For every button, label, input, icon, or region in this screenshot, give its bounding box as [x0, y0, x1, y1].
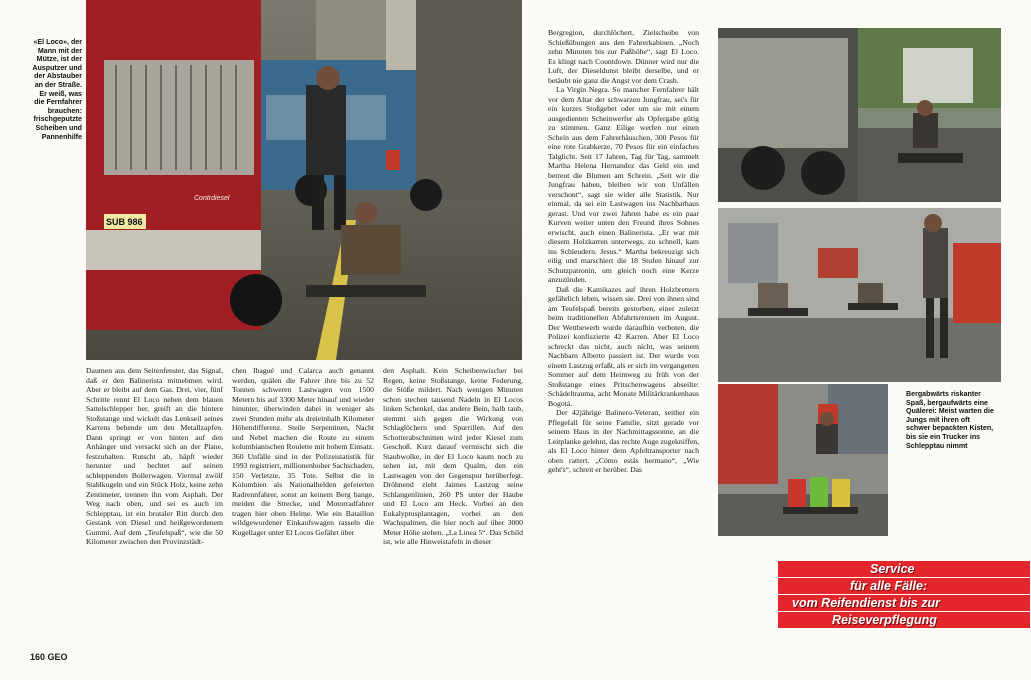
service-banner-line-2: für alle Fälle:	[778, 578, 1030, 594]
license-plate-text: SUB 986	[106, 217, 143, 227]
service-banner-line-4: Reiseverpflegung	[778, 612, 1030, 628]
photo-boy-on-cart	[718, 28, 1001, 202]
right-photo-bottom	[718, 384, 888, 536]
text-column-3	[383, 366, 523, 547]
paragraph: den Asphalt. Kein Scheibenwischer bei Regen, keine Stoßstange, keine Federung, die Stöße mildert. Nach wenigen Minuten schon stechen tausend Nadeln in El Locos linken Schenkel, das andere Bein, halb taub, stemmt sich gegen die Wirkung von Schlaglöchern und Spurrillen. Auf den Schotterabschnitten wird jeder Kiesel zum Geschoß. Kurz darauf vermischt sich die Staubwolke, in der El Loco kaum noch zu sehen ist, mit dem Qualm, den ein Lastwagen von der Gegenspur herüberfegt. Dröhnend zieht Jaimes Lastzug seine Schlangenlinien, 260 PS unter der Haube und El Loco am Heck. Vorbei an den Eukalyptusplantagen, vorbei an den Wachspalmen, die hier noch auf über 3000 Meter Höhe stehen. „La Linea 5“. Das Schild ist, wie alle Hinweistafeln in dieser	[383, 366, 523, 546]
text-column-1	[86, 366, 223, 547]
paragraph: Daß die Kamikazes auf ihren Holzbrettern gefährlich leben, wissen sie. Drei von ihnen sind am Teufelspaß bereits gestorben, einer zuletzt beim traditionellen Abfahrtsrennen im August. Der Wettbewerb wurde daraufhin verboten, die Polizei konfiszierte 42 Karren. Aber El Loco schreckt das nicht, auch nicht, was seinem Nachbarn Alberto passiert ist. Der wurde von einem Lastzug erfaßt, als er sich im vergangenen Sommer auf dem Heimweg zu früh von der Stoßstange eines Pritschenwagens abseilte: Schädeltrauma, acht Monate Militärkrankenhaus Bogotá.	[548, 284, 699, 408]
main-photo	[86, 0, 522, 360]
text-column-4	[548, 28, 699, 475]
paragraph: La Virgin Negra. So mancher Fernfahrer hält vor dem Altar der schwarzen Jungfrau, sei's für ein kurzes Stoßgebet oder um sie mit einem ausgedienten Scheinwerfer als Opfergabe gütig zu stimmen. Ganz Eilige werfen nur einen Schein aus dem Fahrerhäuschen, 300 Pesos für eine rote Grabkerze, 70 Pesos für ein einfaches Talglicht. Seit 17 Jahren, Tag für Tag, sammelt Martha Helena Hernandez das Geld ein und betreut die Blumen am Schrein. „Seit wir die Jungfrau haben, bleiben wir von Unfällen verschont“, sagt sie wider alle Statistik. Nur einmal, da sei ein Lastwagen ins Nachbarhaus gerast. Und vor zwei Jahren habe es ein paar Kurven weiter unten den Freund ihres Sohnes erwischt, auch einen Balinerista. „Er war mit diesem Holzkarren unterwegs, zu schnell, kam ins Schleudern. Jesus.“ Martha bekreuzigt sich eilig und marschiert die 18 Stufen hinauf zur Schutzpatronin, um gleich noch eine Kerze anzuzünden.	[548, 85, 699, 284]
paragraph: Daumen aus dem Seitenfenster, das Signal, daß er den Balinerista mitnehmen wird. Aber er bleibt auf dem Gas. Drei, vier, fünf Schritte rennt El Loco neben dem blauen Sattelschlepper her, greift an die hintere Stoßstange und wickelt das Lenkseil seines Karrens behende um den Metallzapfen. Dann springt er von hinten auf den Anhänger und versackt sich an der Plane, festzuhalten. Rutscht ab, häpft wieder herunter und hechtet auf seinen schleppenden Bollerwagen. Viermal zwölf Stahlkugeln und ein Stück Holz, keine zehn Zentimeter, trennen ihn vom Asphalt. Der Weg nach oben, und sei es auch im Schlepptau, ist ein brutaler Ritt durch den Gestank von Diesel und heißgewordenem Gummi. Auf dem „Teufelspaß“, wie die 50 Kilometer zwischen den Provinzstädt-	[86, 366, 223, 546]
photo-foggy-road	[718, 208, 1001, 382]
photo-caption-right: Bergabwärts riskanter Spaß, bergaufwärts eine Quälerei: Meist warten die Jungs mit ihren oft schwer bepackten Kisten, bis sie ein Trucker ins Schlepptau nimmt	[906, 390, 994, 450]
truck-brand-text: Contrdiesel	[194, 195, 230, 202]
photo-truck-scene	[86, 0, 522, 360]
service-banner-line-3: vom Reifendienst bis zur	[778, 595, 1030, 611]
right-photo-middle	[718, 208, 1001, 382]
paragraph: chen Ibagué und Calarca auch genannt werden, quälen die Fahrer ihre bis zu 52 Tonnen schweren Lastwagen von 1500 Metern bis auf 3300 Meter hinauf und wieder hinunter, überwinden dabei in weniger als zwei Stunden mehr als dreieinhalb Kilometer Höhendifferenz. Steile Serpentinen, Nacht und Nebel machen die Route zu einem kolumbianischen Roulette mit hohem Einsatz. 360 Unfälle sind in der Polizeistatistik für 1993 registriert, millionenhoher Sachschaden, 150 Verletzte, 35 Tote. Selbst die in Kolumbien als Nationalhelden gefeierten Radrennfahrer, sonst an keinem Berg bange, meiden die Strecke, und Motorradfahrer tragen hier oben Helme. Wie ein Bataillon wildgewordener Einkaufswagen rasseln die Kugellager unter El Locos Gefährt über	[232, 366, 374, 537]
right-photo-top	[718, 28, 1001, 202]
service-banner-line-1: Service	[778, 561, 1030, 577]
text-column-2	[232, 366, 374, 537]
photo-caption-left: «El Loco», der Mann mit der Mütze, ist der Ausputzer und der Abstauber an der Straße. Er weiß, was die Fernfahrer brauchen: frischgeputzte Scheiben und Pannenhilfe	[32, 38, 82, 141]
paragraph: Der 42jährige Balinero-Veteran, seither ein Pflegefall für seine Familie, sitzt gerade vor seinem Haus in der Nachmittagssonne, an die Leitplanke gelehnt, das rechte Auge zugekniffen, als El Loco hinter dem Apfeltransporter nach oben rattert. „Cómo estás hermano“, „Wie geht's“, schreit er herüber. Das	[548, 408, 699, 474]
page-number: 160 GEO	[30, 652, 68, 662]
paragraph: Bergregion, durchlöchert, Zielscheibe von Schießübungen aus den Fahrerkabinen. „Noch zehn Minuten bis zur Paßhöhe“, sagt El Loco. Es klingt nach Countdown. Dünner wird nur die Luft, der Dieseldunst bleibt derselbe, und er betäubt nie ganz die Angst vor dem Crash.	[548, 28, 699, 85]
photo-pulling-kegs	[718, 384, 888, 536]
